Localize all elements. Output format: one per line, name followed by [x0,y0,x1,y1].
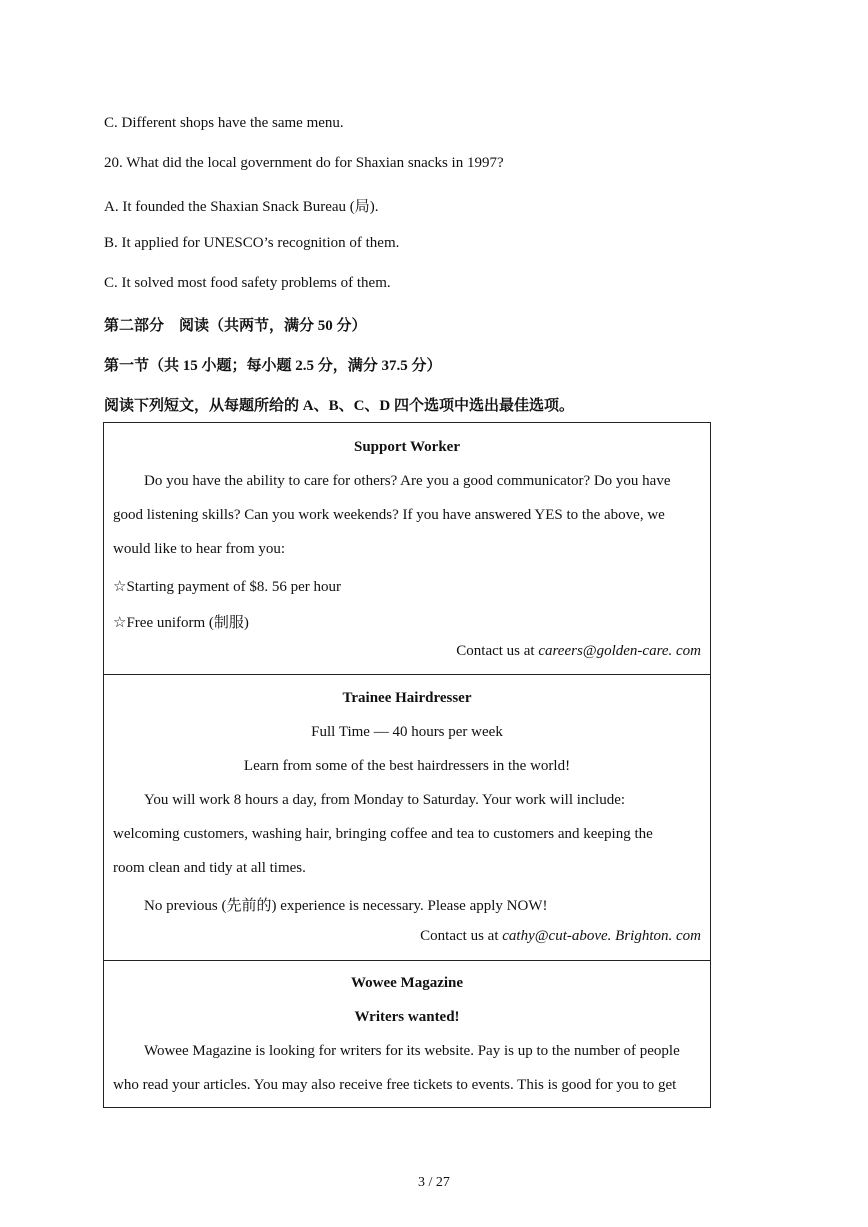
ad-wowee-magazine [104,960,710,1107]
contact-email: cathy@cut-above. Brighton. com [502,928,701,944]
ad-title: Trainee Hairdresser [342,690,472,706]
ad-text: No previous (先前的) experience is necessary. Please apply NOW! [144,898,548,914]
ad-text: Do you have the ability to care for others? Are you a good communicator? Do you have [144,473,671,489]
section1-heading: 第一节（共 15 小题；每小题 2.5 分，满分 37.5 分） [104,358,442,374]
ad-bullet: ☆Free uniform (制服) [113,615,249,631]
ad-bullet: ☆Starting payment of $8. 56 per hour [113,579,341,595]
ad-subtitle: Full Time — 40 hours per week [311,724,503,740]
ad-trainee-hairdresser [104,674,710,960]
ad-contact [420,928,701,945]
ad-text: welcoming customers, washing hair, bringing coffee and tea to customers and keeping the [113,826,653,842]
q20-option-a: A. It founded the Shaxian Snack Bureau (局). [104,199,379,215]
ad-contact [456,643,701,660]
contact-email: careers@golden-care. com [538,643,701,659]
q20-option-c: C. It solved most food safety problems of them. [104,275,391,291]
ad-title: Support Worker [354,439,460,455]
ad-text: who read your articles. You may also receive free tickets to events. This is good for you to get [113,1077,677,1093]
ad-text: good listening skills? Can you work weekends? If you have answered YES to the above, we [113,507,665,523]
ad-text: Wowee Magazine is looking for writers for its website. Pay is up to the number of people [144,1043,680,1059]
part2-heading: 第二部分 阅读（共两节，满分 50 分） [104,318,367,334]
q19-option-c: C. Different shops have the same menu. [104,115,344,131]
page-number: 3 / 27 [418,1175,450,1190]
ads-table [103,422,711,1108]
ad-text: room clean and tidy at all times. [113,860,306,876]
q20-stem: 20. What did the local government do for Shaxian snacks in 1997? [104,155,504,171]
ad-text: would like to hear from you: [113,541,286,557]
contact-prefix: Contact us at [456,643,539,659]
ad-subtitle: Writers wanted! [354,1009,460,1025]
ad-support-worker [104,423,710,674]
q20-option-b: B. It applied for UNESCO’s recognition of them. [104,235,400,251]
reading-instruction: 阅读下列短文，从每题所给的 A、B、C、D 四个选项中选出最佳选项。 [104,398,575,414]
ad-text: You will work 8 hours a day, from Monday to Saturday. Your work will include: [144,792,626,808]
ad-subtitle: Learn from some of the best hairdressers in the world! [243,758,571,774]
ad-title: Wowee Magazine [350,975,464,991]
contact-prefix: Contact us at [420,928,503,944]
